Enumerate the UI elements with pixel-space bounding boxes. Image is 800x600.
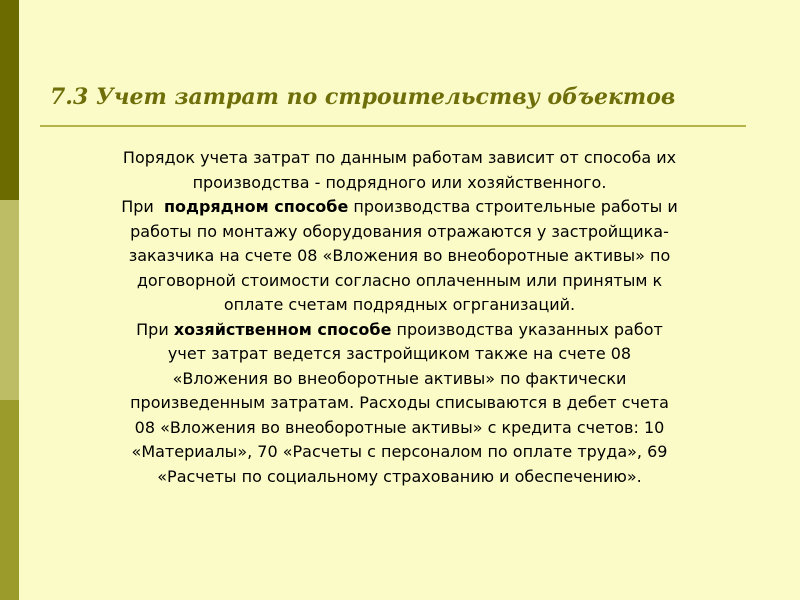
inhouse-line-2: учет затрат ведется застройщиком также на счете 08 [167,344,632,363]
slide-title: 7.3 Учет затрат по строительству объектов [50,84,676,110]
inhouse-line-5: 08 «Вложения во внеоборотные активы» с кредита счетов: 10 [134,417,665,437]
paragraph-intro [22,146,777,195]
contract-line-2: работы по монтажу оборудования отражаются у застройщика- [130,221,669,241]
accent-band-medium [0,400,19,600]
title-underline [40,125,746,127]
paragraph-inhouse-method [22,318,777,490]
contract-line-1-suffix: производства строительные работы и [348,197,678,216]
inhouse-line-1-prefix: При [136,319,174,339]
inhouse-line-7: «Расчеты по социальному страхованию и обеспечению». [157,466,642,486]
contract-line-5: оплате счетам подрядных огрганизаций. [223,295,576,314]
inhouse-method-term: хозяйственном способе [173,319,392,339]
accent-band-dark [0,0,19,200]
inhouse-line-3: «Вложения во внеоборотные активы» по фактически [172,368,627,388]
contract-line-4: договорной стоимости согласно оплаченным или принятым к [136,270,663,290]
paragraph-contract-method [22,195,777,318]
contract-line-1-prefix: При [121,197,164,216]
left-accent-bar [0,0,19,600]
slide-body [22,146,777,489]
contract-method-term: подрядном способе [163,197,349,216]
contract-line-3: заказчика на счете 08 «Вложения во внеоборотные активы» по [128,246,671,265]
inhouse-line-1-suffix: производства указанных работ [391,319,663,339]
inhouse-line-4: произведенным затратам. Расходы списываются в дебет счета [130,393,669,412]
intro-line-1: Порядок учета затрат по данным работам зависит от способа их [122,148,677,167]
intro-line-2: производства - подрядного или хозяйственного. [192,172,607,192]
inhouse-line-6: «Материалы», 70 «Расчеты с персоналом по оплате труда», 69 [131,442,668,461]
accent-band-light [0,200,19,400]
